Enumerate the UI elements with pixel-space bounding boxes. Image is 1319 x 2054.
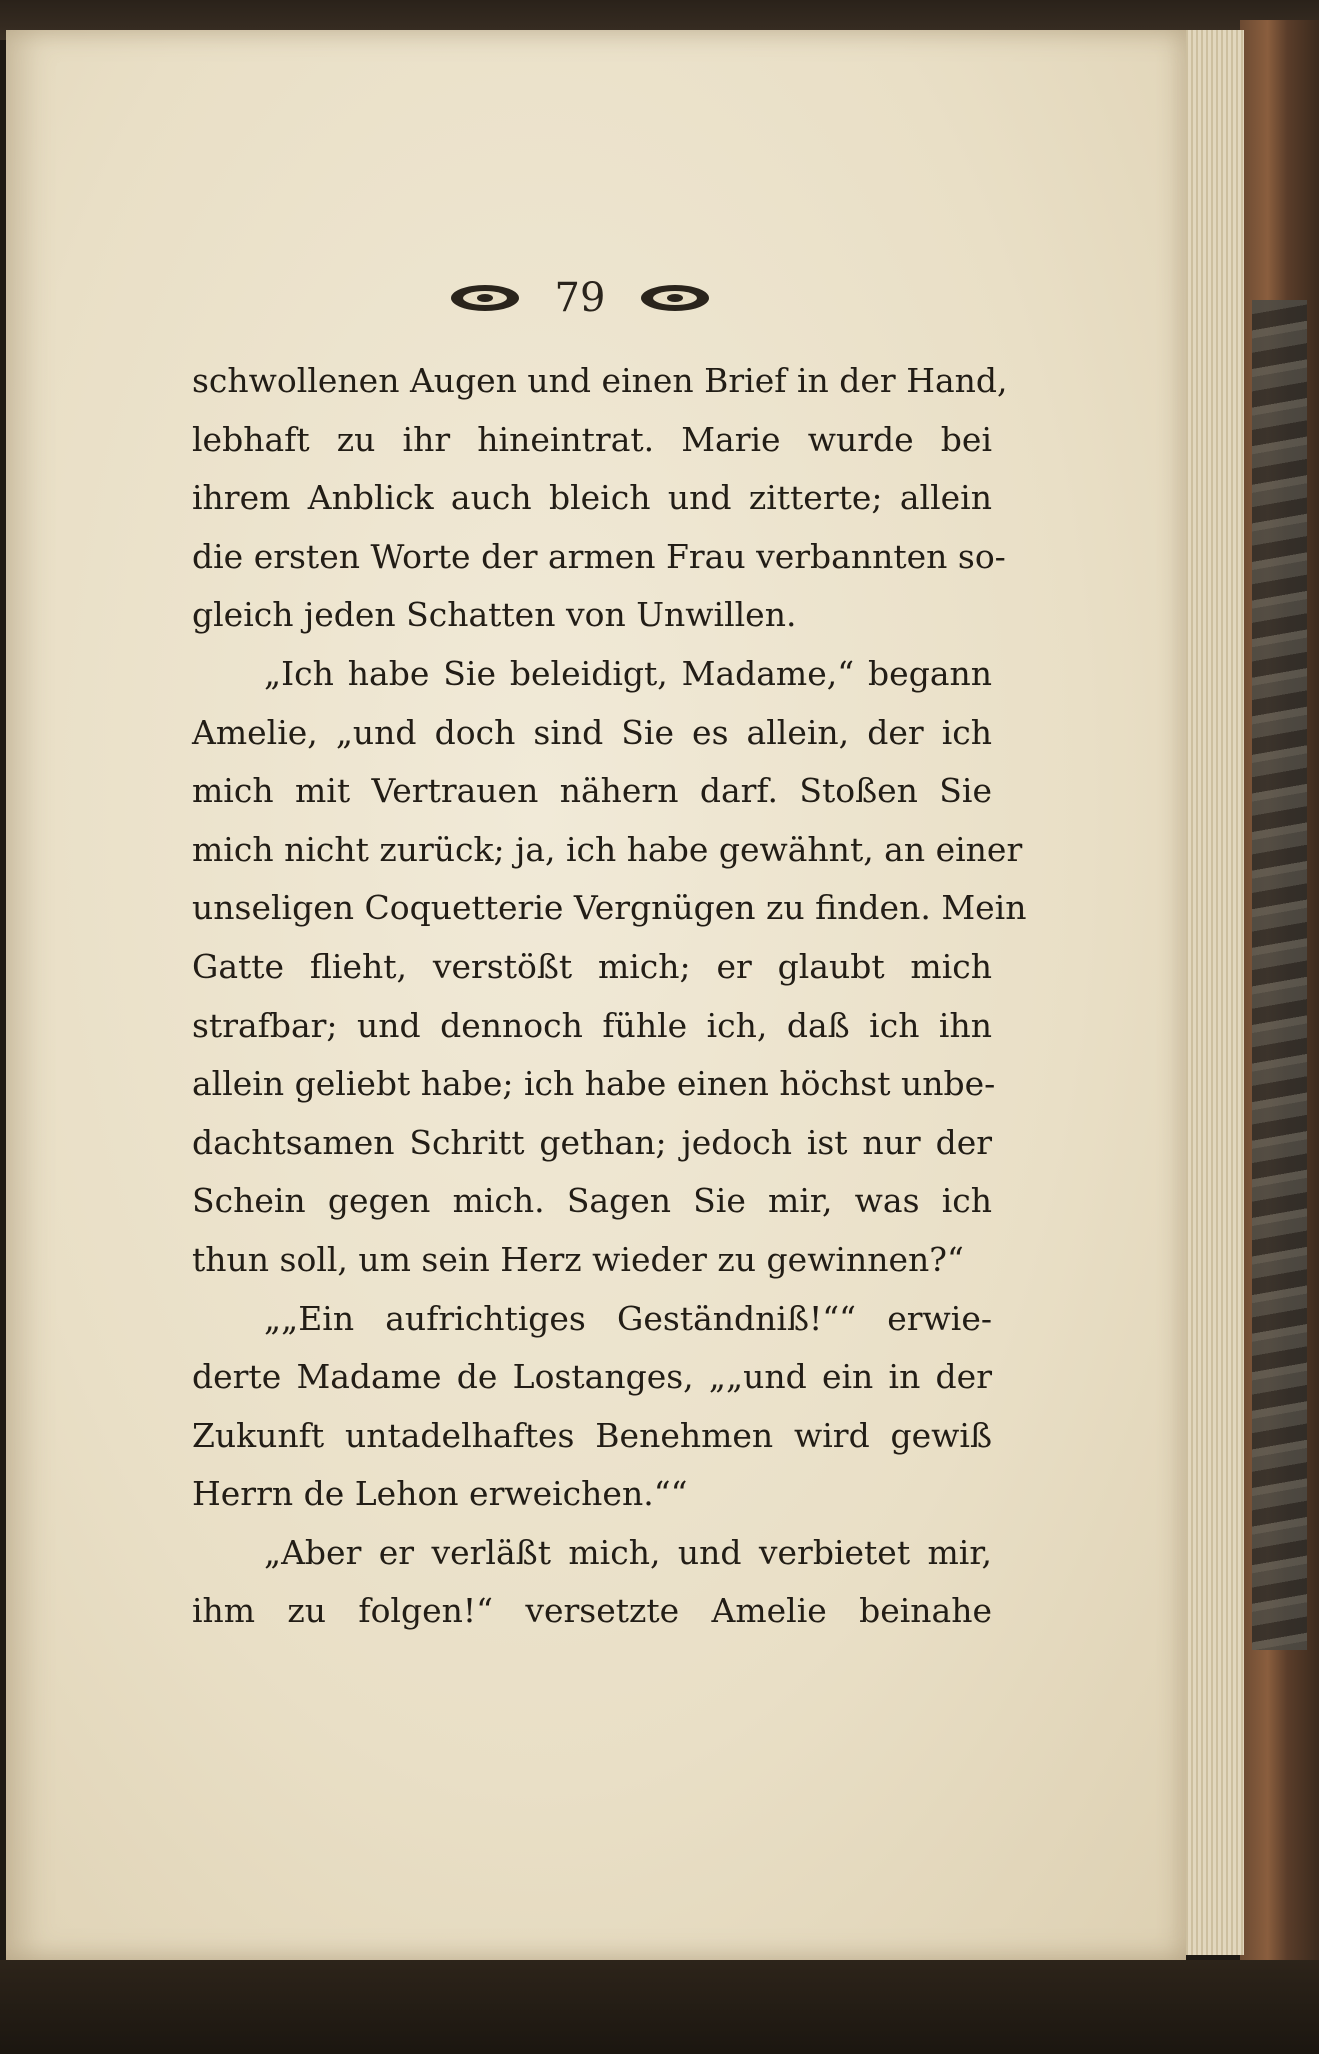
text-line: die ersten Worte der armen Frau verbannten so- <box>192 536 1006 576</box>
text-line: thun soll, um sein Herz wieder zu gewinnen?“ <box>192 1239 964 1279</box>
text-line: „Aber er verläßt mich, und verbietet mir, <box>264 1532 992 1572</box>
marbled-cover-texture <box>1252 300 1307 1650</box>
text-line: Gatte flieht, verstößt mich; er glaubt mich <box>192 946 992 986</box>
text-line: allein geliebt habe; ich habe einen höchst unbe- <box>192 1064 996 1104</box>
page-header <box>420 268 740 328</box>
text-line: „„Ein aufrichtiges Geständniß!““ erwie- <box>264 1298 992 1338</box>
text-line: „Ich habe Sie beleidigt, Madame,“ begann <box>264 653 992 693</box>
page-stack-edge <box>1178 30 1244 1955</box>
text-line: ihrem Anblick auch bleich und zitterte; allein <box>192 478 992 518</box>
text-line: mich mit Vertrauen nähern darf. Stoßen Sie <box>192 771 992 811</box>
text-line: ihm zu folgen!“ versetzte Amelie beinahe <box>192 1591 992 1631</box>
text-line: lebhaft zu ihr hineintrat. Marie wurde bei <box>192 419 992 459</box>
right-ornament-icon <box>639 283 711 313</box>
text-line: derte Madame de Lostanges, „„und ein in der <box>192 1357 992 1397</box>
text-line: Amelie, „und doch sind Sie es allein, der ich <box>192 712 992 752</box>
text-line: dachtsamen Schritt gethan; jedoch ist nur der <box>192 1122 992 1162</box>
text-line: strafbar; und dennoch fühle ich, daß ich ihn <box>192 1005 992 1045</box>
text-line: schwollenen Augen und einen Brief in der Hand, <box>192 361 1008 400</box>
text-line: Schein gegen mich. Sagen Sie mir, was ich <box>192 1181 992 1221</box>
text-line: Herrn de Lehon erweichen.““ <box>192 1474 688 1514</box>
text-line: Zukunft untadelhaftes Benehmen wird gewiß <box>192 1415 992 1455</box>
left-ornament-icon <box>449 283 521 313</box>
text-line: unseligen Coquetterie Vergnügen zu finden. Mein <box>192 888 1027 928</box>
text-line: gleich jeden Schatten von Unwillen. <box>192 595 797 635</box>
page-number: 79 <box>554 275 606 321</box>
body-text <box>192 352 1027 1641</box>
text-line: mich nicht zurück; ja, ich habe gewähnt, an einer <box>192 829 1023 869</box>
book-binding-bottom <box>0 1960 1319 2054</box>
